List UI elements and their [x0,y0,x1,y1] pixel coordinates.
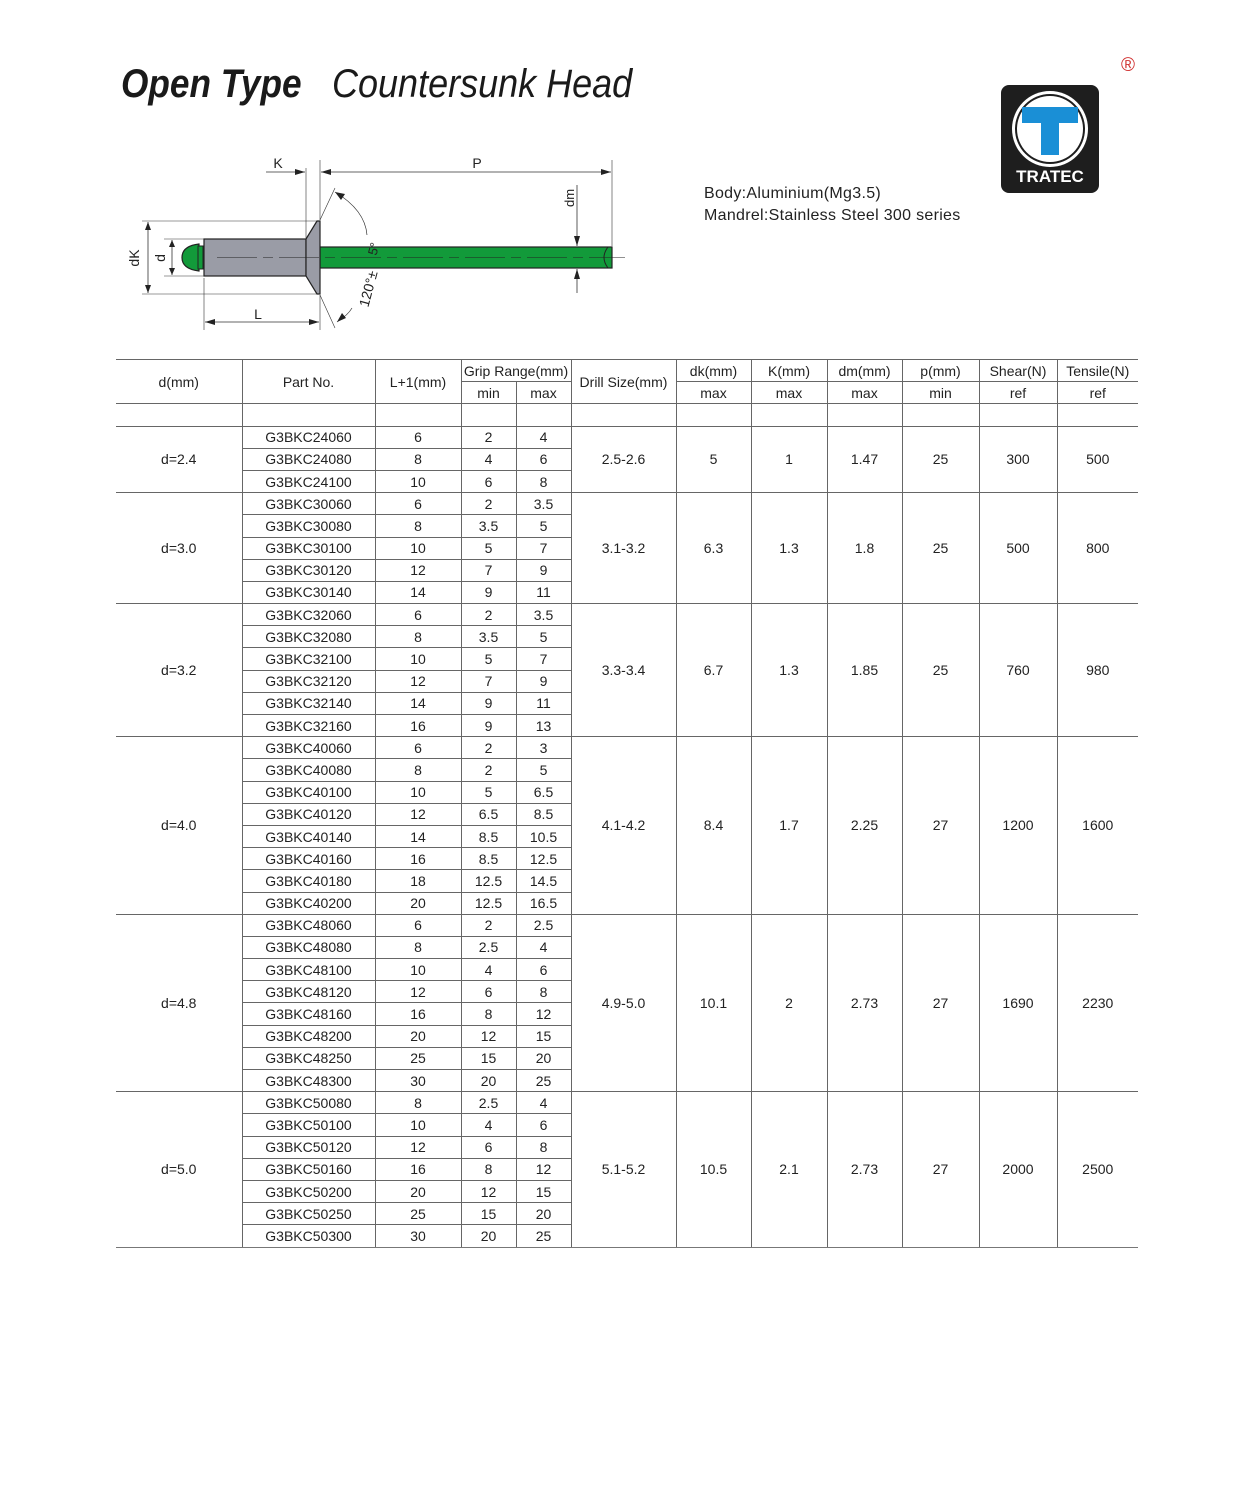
cell-grip-min: 3.5 [461,626,516,648]
cell-grip-max: 20 [516,1047,571,1069]
cell-grip-max: 6 [516,959,571,981]
cell-diameter: d=3.2 [116,604,242,737]
page-title-bold: Open Type [121,62,302,106]
spec-table [116,359,1138,1248]
cell-dk: 6.3 [676,493,751,604]
cell-grip-min: 9 [461,581,516,603]
header-k: K(mm) [751,360,827,382]
cell-length: 8 [375,448,461,470]
cell-drill-size: 4.9-5.0 [571,914,676,1092]
cell-length: 10 [375,537,461,559]
cell-grip-min: 12 [461,1180,516,1202]
cell-p: 25 [902,493,979,604]
cell-drill-size: 3.3-3.4 [571,604,676,737]
cell-grip-max: 11 [516,581,571,603]
cell-k: 1.7 [751,737,827,915]
cell-grip-max: 14.5 [516,870,571,892]
cell-grip-min: 8 [461,1158,516,1180]
cell-k: 2 [751,914,827,1092]
label-dm: dm [562,188,577,208]
cell-grip-max: 15 [516,1025,571,1047]
cell-part-no: G3BKC24080 [242,448,375,470]
label-L: L [254,306,262,322]
cell-length: 6 [375,426,461,448]
cell-length: 12 [375,1136,461,1158]
cell-grip-min: 2 [461,493,516,515]
cell-part-no: G3BKC32160 [242,715,375,737]
cell-k: 1 [751,426,827,493]
cell-length: 10 [375,648,461,670]
cell-part-no: G3BKC30080 [242,515,375,537]
cell-part-no: G3BKC40080 [242,759,375,781]
cell-grip-min: 2.5 [461,936,516,958]
cell-part-no: G3BKC40120 [242,803,375,825]
cell-length: 6 [375,914,461,936]
cell-length: 12 [375,559,461,581]
cell-dm: 2.25 [827,737,902,915]
cell-grip-max: 8 [516,981,571,1003]
cell-grip-min: 9 [461,715,516,737]
table-row [116,914,1138,936]
cell-part-no: G3BKC32080 [242,626,375,648]
cell-grip-min: 9 [461,692,516,714]
cell-grip-min: 6.5 [461,803,516,825]
cell-dm: 1.47 [827,426,902,493]
cell-part-no: G3BKC30100 [242,537,375,559]
cell-grip-min: 12.5 [461,892,516,914]
cell-dm: 1.8 [827,493,902,604]
cell-part-no: G3BKC48120 [242,981,375,1003]
cell-grip-max: 12 [516,1158,571,1180]
registered-trademark-icon: ® [1121,55,1135,76]
cell-length: 12 [375,981,461,1003]
table-row [116,737,1138,759]
cell-length: 20 [375,1180,461,1202]
cell-length: 12 [375,670,461,692]
cell-grip-max: 8 [516,470,571,492]
cell-grip-max: 5 [516,626,571,648]
cell-part-no: G3BKC48200 [242,1025,375,1047]
cell-grip-min: 15 [461,1047,516,1069]
cell-grip-min: 15 [461,1203,516,1225]
cell-k: 2.1 [751,1092,827,1247]
cell-grip-max: 3 [516,737,571,759]
cell-length: 8 [375,759,461,781]
cell-diameter: d=4.0 [116,737,242,915]
header-dm: dm(mm) [827,360,902,382]
cell-grip-min: 12 [461,1025,516,1047]
cell-grip-max: 13 [516,715,571,737]
cell-grip-min: 3.5 [461,515,516,537]
cell-tensile: 980 [1057,604,1138,737]
label-K: K [273,155,283,171]
header-p-sub: min [902,382,979,404]
cell-part-no: G3BKC40180 [242,870,375,892]
cell-part-no: G3BKC48160 [242,1003,375,1025]
cell-dk: 8.4 [676,737,751,915]
cell-length: 16 [375,1003,461,1025]
cell-part-no: G3BKC30120 [242,559,375,581]
mandrel-material: Mandrel:Stainless Steel 300 series [704,207,961,224]
header-dm-sub: max [827,382,902,404]
cell-grip-max: 7 [516,537,571,559]
blank-row [116,404,1138,426]
header-d: d(mm) [116,360,242,404]
cell-grip-max: 20 [516,1203,571,1225]
cell-part-no: G3BKC40140 [242,825,375,847]
cell-shear: 1690 [979,914,1057,1092]
cell-grip-min: 4 [461,448,516,470]
cell-length: 25 [375,1203,461,1225]
cell-grip-min: 7 [461,670,516,692]
cell-grip-max: 6.5 [516,781,571,803]
cell-shear: 760 [979,604,1057,737]
cell-length: 18 [375,870,461,892]
cell-grip-max: 9 [516,670,571,692]
cell-grip-min: 5 [461,781,516,803]
header-dk: dk(mm) [676,360,751,382]
cell-part-no: G3BKC40160 [242,848,375,870]
cell-grip-min: 2 [461,426,516,448]
cell-length: 8 [375,1092,461,1114]
rivet-diagram [120,140,660,340]
cell-length: 14 [375,825,461,847]
cell-drill-size: 5.1-5.2 [571,1092,676,1247]
page-title-italic: Countersunk Head [332,62,633,106]
cell-p: 25 [902,426,979,493]
cell-part-no: G3BKC50250 [242,1203,375,1225]
cell-grip-max: 4 [516,936,571,958]
cell-shear: 300 [979,426,1057,493]
cell-k: 1.3 [751,604,827,737]
cell-grip-max: 3.5 [516,604,571,626]
cell-part-no: G3BKC50120 [242,1136,375,1158]
cell-grip-max: 9 [516,559,571,581]
cell-dk: 10.5 [676,1092,751,1247]
cell-grip-min: 8 [461,1003,516,1025]
cell-part-no: G3BKC30060 [242,493,375,515]
cell-length: 6 [375,493,461,515]
cell-grip-min: 8.5 [461,825,516,847]
cell-k: 1.3 [751,493,827,604]
cell-length: 20 [375,1025,461,1047]
cell-part-no: G3BKC48060 [242,914,375,936]
cell-grip-max: 11 [516,692,571,714]
cell-grip-max: 5 [516,759,571,781]
cell-grip-min: 5 [461,648,516,670]
cell-grip-max: 12 [516,1003,571,1025]
table-row [116,426,1138,448]
cell-p: 25 [902,604,979,737]
cell-grip-min: 6 [461,1136,516,1158]
cell-dm: 2.73 [827,914,902,1092]
cell-grip-max: 6 [516,1114,571,1136]
cell-part-no: G3BKC32120 [242,670,375,692]
cell-length: 30 [375,1225,461,1247]
cell-part-no: G3BKC48300 [242,1070,375,1092]
cell-length: 16 [375,715,461,737]
label-tolerance: 5° [364,240,383,257]
cell-length: 30 [375,1070,461,1092]
body-material: Body:Aluminium(Mg3.5) [704,185,882,202]
cell-part-no: G3BKC30140 [242,581,375,603]
table-row [116,1092,1138,1114]
cell-grip-min: 4 [461,959,516,981]
header-tensile: Tensile(N) [1057,360,1138,382]
cell-diameter: d=2.4 [116,426,242,493]
cell-part-no: G3BKC24100 [242,470,375,492]
cell-grip-min: 6 [461,981,516,1003]
cell-grip-max: 12.5 [516,848,571,870]
header-grip-min: min [461,382,516,404]
cell-grip-max: 4 [516,1092,571,1114]
cell-grip-max: 2.5 [516,914,571,936]
cell-part-no: G3BKC40200 [242,892,375,914]
logo-text: TRATEC [1016,167,1084,186]
cell-part-no: G3BKC40060 [242,737,375,759]
table-row [116,604,1138,626]
cell-part-no: G3BKC40100 [242,781,375,803]
cell-grip-min: 12.5 [461,870,516,892]
cell-length: 6 [375,604,461,626]
label-d: d [152,254,168,262]
header-grip-range: Grip Range(mm) [461,360,571,382]
cell-length: 10 [375,1114,461,1136]
cell-p: 27 [902,737,979,915]
cell-length: 8 [375,936,461,958]
cell-grip-max: 25 [516,1070,571,1092]
cell-length: 8 [375,515,461,537]
cell-tensile: 500 [1057,426,1138,493]
cell-grip-min: 8.5 [461,848,516,870]
header-shear-sub: ref [979,382,1057,404]
cell-part-no: G3BKC48100 [242,959,375,981]
cell-grip-max: 8.5 [516,803,571,825]
cell-part-no: G3BKC32060 [242,604,375,626]
cell-part-no: G3BKC50100 [242,1114,375,1136]
cell-part-no: G3BKC50300 [242,1225,375,1247]
header-part-no: Part No. [242,360,375,404]
cell-length: 6 [375,737,461,759]
cell-grip-min: 2 [461,604,516,626]
cell-grip-max: 8 [516,1136,571,1158]
header-grip-max: max [516,382,571,404]
cell-tensile: 1600 [1057,737,1138,915]
cell-grip-max: 15 [516,1180,571,1202]
cell-tensile: 800 [1057,493,1138,604]
cell-grip-max: 3.5 [516,493,571,515]
cell-length: 14 [375,692,461,714]
header-shear: Shear(N) [979,360,1057,382]
header-dk-sub: max [676,382,751,404]
cell-dk: 6.7 [676,604,751,737]
cell-grip-max: 25 [516,1225,571,1247]
cell-length: 12 [375,803,461,825]
cell-part-no: G3BKC32140 [242,692,375,714]
header-k-sub: max [751,382,827,404]
label-dK: dK [126,249,142,267]
cell-length: 16 [375,1158,461,1180]
cell-length: 16 [375,848,461,870]
cell-part-no: G3BKC48250 [242,1047,375,1069]
cell-length: 10 [375,781,461,803]
cell-drill-size: 2.5-2.6 [571,426,676,493]
cell-grip-min: 20 [461,1225,516,1247]
cell-grip-min: 20 [461,1070,516,1092]
cell-diameter: d=4.8 [116,914,242,1092]
cell-diameter: d=5.0 [116,1092,242,1247]
cell-p: 27 [902,1092,979,1247]
cell-part-no: G3BKC50200 [242,1180,375,1202]
cell-grip-max: 10.5 [516,825,571,847]
cell-dm: 1.85 [827,604,902,737]
cell-tensile: 2230 [1057,914,1138,1092]
cell-length: 25 [375,1047,461,1069]
cell-shear: 500 [979,493,1057,604]
mandrel-head-shape [182,244,199,271]
cell-grip-min: 2 [461,914,516,936]
cell-p: 27 [902,914,979,1092]
table-row [116,493,1138,515]
cell-grip-min: 4 [461,1114,516,1136]
spec-table-body [116,426,1138,1247]
cell-grip-max: 6 [516,448,571,470]
cell-dk: 5 [676,426,751,493]
cell-drill-size: 4.1-4.2 [571,737,676,915]
cell-diameter: d=3.0 [116,493,242,604]
header-p: p(mm) [902,360,979,382]
cell-drill-size: 3.1-3.2 [571,493,676,604]
cell-dk: 10.1 [676,914,751,1092]
label-angle: 120°± [355,268,381,309]
cell-grip-min: 5 [461,537,516,559]
cell-length: 10 [375,959,461,981]
cell-grip-min: 2 [461,759,516,781]
cell-part-no: G3BKC24060 [242,426,375,448]
cell-length: 8 [375,626,461,648]
cell-grip-min: 2 [461,737,516,759]
header-length: L+1(mm) [375,360,461,404]
cell-grip-min: 7 [461,559,516,581]
cell-dm: 2.73 [827,1092,902,1247]
tratec-logo [1001,85,1099,193]
header-tensile-sub: ref [1057,382,1138,404]
cell-grip-max: 5 [516,515,571,537]
cell-shear: 2000 [979,1092,1057,1247]
cell-grip-min: 2.5 [461,1092,516,1114]
cell-grip-max: 7 [516,648,571,670]
cell-length: 10 [375,470,461,492]
label-P: P [472,155,482,171]
cell-part-no: G3BKC32100 [242,648,375,670]
cell-part-no: G3BKC50160 [242,1158,375,1180]
header-drill-size: Drill Size(mm) [571,360,676,404]
cell-part-no: G3BKC50080 [242,1092,375,1114]
cell-tensile: 2500 [1057,1092,1138,1247]
cell-grip-max: 16.5 [516,892,571,914]
cell-length: 14 [375,581,461,603]
cell-grip-max: 4 [516,426,571,448]
cell-grip-min: 6 [461,470,516,492]
cell-shear: 1200 [979,737,1057,915]
cell-length: 20 [375,892,461,914]
cell-part-no: G3BKC48080 [242,936,375,958]
